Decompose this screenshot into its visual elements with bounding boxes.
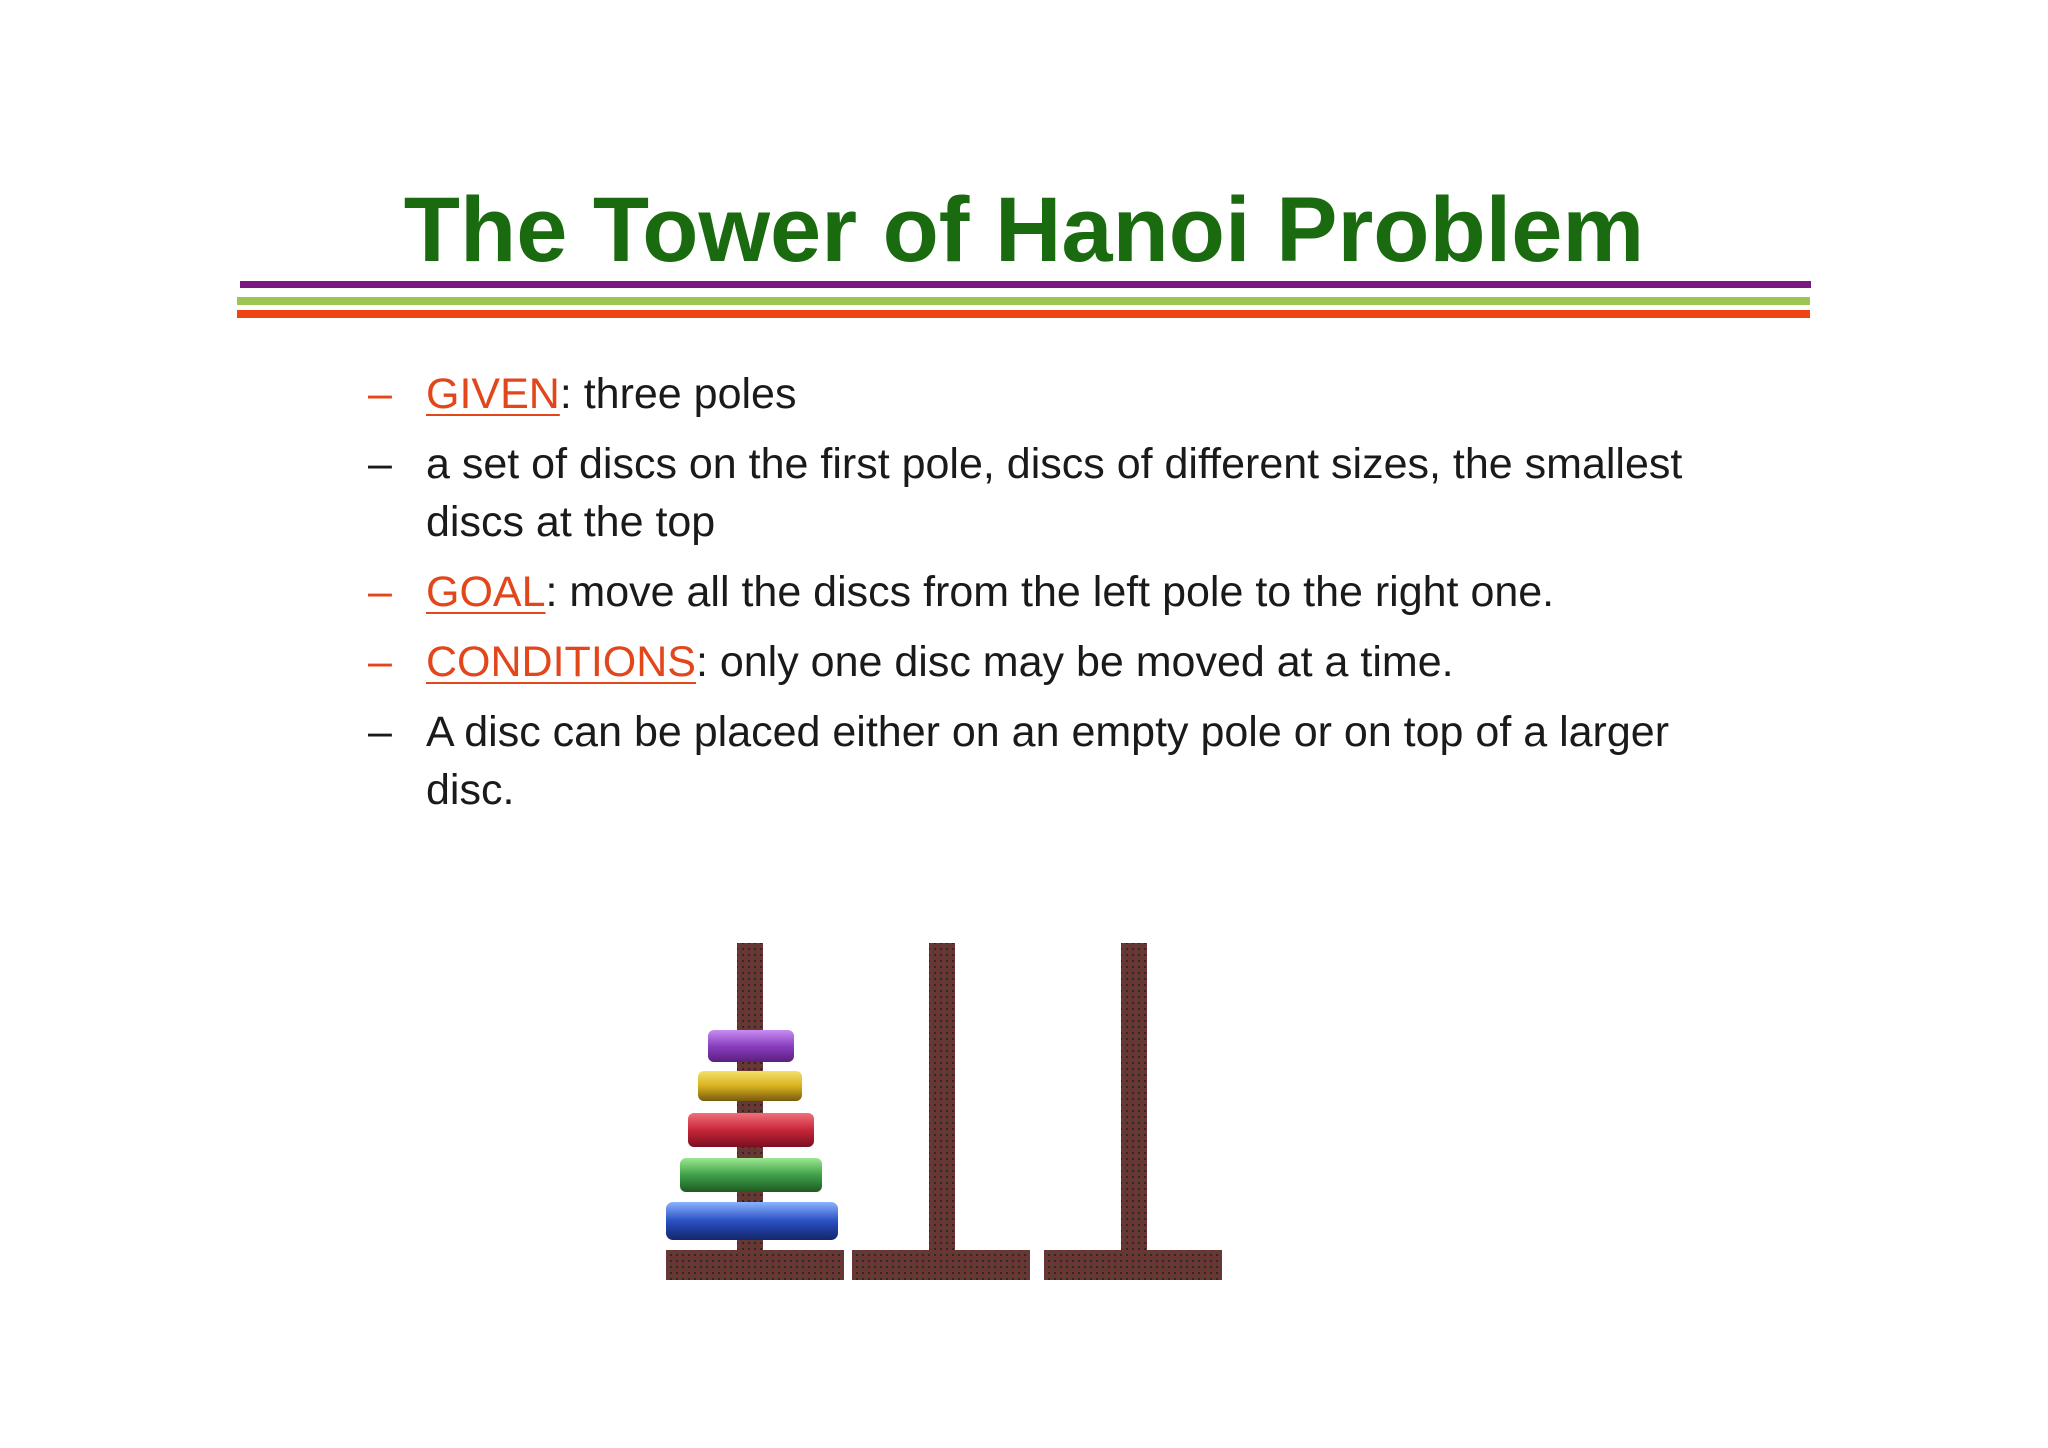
bullet-text: a set of discs on the first pole, discs of different sizes, the smallest discs at the top	[426, 440, 1683, 546]
bullet-conditions	[368, 633, 1768, 691]
base-3	[1044, 1250, 1222, 1280]
bullet-dash: –	[368, 370, 392, 418]
pole-3	[1121, 943, 1147, 1261]
bullet-text: : only one disc may be moved at a time.	[695, 638, 1454, 686]
keyword-conditions: CONDITIONS	[426, 638, 696, 686]
disc-red	[688, 1113, 814, 1147]
disc-blue	[666, 1202, 838, 1240]
bullet-dash: –	[368, 638, 392, 686]
title-rule-green	[237, 297, 1810, 305]
bullet-text: A disc can be placed either on an empty pole or on top of a larger disc.	[426, 708, 1670, 814]
bullet-dash: –	[368, 568, 392, 616]
title-rule-purple	[240, 281, 1811, 288]
disc-yellow	[698, 1071, 802, 1101]
base-1	[666, 1250, 844, 1280]
pole-2	[929, 943, 955, 1261]
bullet-list	[368, 365, 1768, 831]
bullet-given	[368, 365, 1768, 423]
title-rule-orange	[237, 310, 1810, 318]
bullet-dash: –	[368, 708, 392, 756]
bullet-text: : move all the discs from the left pole to the right one.	[545, 568, 1555, 616]
bullet-placement	[368, 703, 1768, 819]
bullet-goal	[368, 563, 1768, 621]
slide-title: The Tower of Hanoi Problem	[403, 179, 1645, 281]
tower-of-hanoi-illustration	[640, 930, 1240, 1290]
disc-purple	[708, 1030, 794, 1062]
hanoi-svg	[640, 930, 1240, 1290]
keyword-goal: GOAL	[426, 568, 546, 616]
keyword-given: GIVEN	[426, 370, 560, 418]
base-2	[852, 1250, 1030, 1280]
bullet-dash: –	[368, 440, 392, 488]
bullet-text: : three poles	[559, 370, 797, 418]
disc-green	[680, 1158, 822, 1192]
bullet-discs	[368, 435, 1768, 551]
